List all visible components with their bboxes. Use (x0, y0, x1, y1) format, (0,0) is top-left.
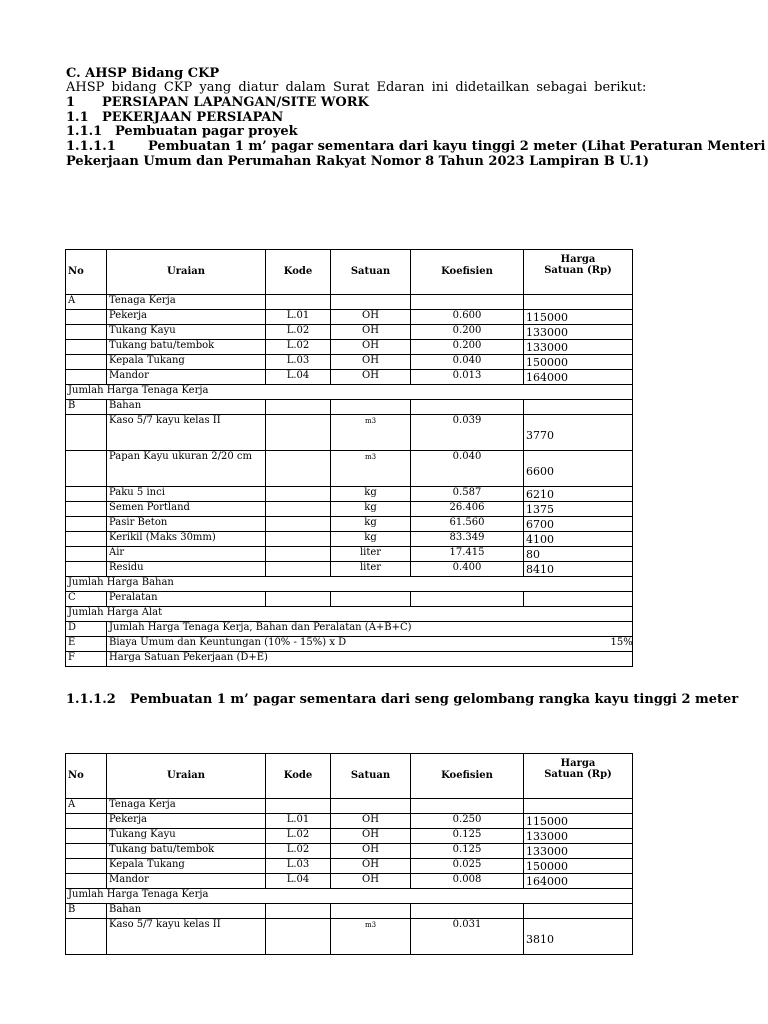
ahsp-table-2 (65, 753, 633, 955)
item-price: 3810 (524, 919, 633, 955)
item-price: 6700 (524, 517, 633, 532)
item-name: Kerikil (Maks 30mm) (107, 532, 266, 547)
sum-label: Jumlah Harga Bahan (66, 577, 633, 592)
item-price: 133000 (524, 340, 633, 355)
item-coefficient: 0.031 (411, 919, 524, 955)
group-row-a (66, 799, 633, 814)
item-code: L.02 (266, 829, 331, 844)
item-coefficient: 0.025 (411, 859, 524, 874)
item-unit: liter (331, 562, 411, 577)
item-unit: OH (331, 340, 411, 355)
sum-row-labor (66, 385, 633, 400)
col-kode-header: Kode (266, 250, 331, 295)
heading-2-text: PEKERJAAN PERSIAPAN (102, 110, 284, 125)
item-name: Kepala Tukang (107, 355, 266, 370)
item-name: Tukang batu/tembok (107, 844, 266, 859)
heading-3 (66, 124, 632, 140)
group-label: Tenaga Kerja (107, 295, 266, 310)
row-no (66, 814, 107, 829)
heading-1-text: PERSIAPAN LAPANGAN/SITE WORK (102, 95, 369, 110)
row-no (66, 370, 107, 385)
item-name: Mandor (107, 874, 266, 889)
item-unit: kg (331, 517, 411, 532)
row-no (66, 415, 107, 451)
sum-row-labor (66, 889, 633, 904)
sum-label: Jumlah Harga Tenaga Kerja (66, 889, 633, 904)
col-no-header: No (66, 754, 107, 799)
labor-row (66, 874, 633, 889)
item-coefficient: 0.039 (411, 415, 524, 451)
row-e-value: 15% (610, 637, 633, 648)
heading-3-text: Pembuatan pagar proyek (115, 124, 298, 139)
item-unit: OH (331, 370, 411, 385)
item-price: 115000 (524, 814, 633, 829)
heading-1 (66, 95, 632, 111)
item-code: L.01 (266, 310, 331, 325)
item-coefficient: 0.587 (411, 487, 524, 502)
group-code: A (66, 799, 107, 814)
row-no (66, 532, 107, 547)
item-name: Kepala Tukang (107, 859, 266, 874)
sum-row-material (66, 577, 633, 592)
group-code: D (66, 622, 107, 637)
item-coefficient: 0.200 (411, 325, 524, 340)
item-coefficient: 61.560 (411, 517, 524, 532)
row-no (66, 340, 107, 355)
item-unit: m3 (331, 451, 411, 487)
item-coefficient: 0.125 (411, 829, 524, 844)
group-label: Bahan (107, 400, 266, 415)
group-code: F (66, 652, 107, 667)
item-unit: OH (331, 844, 411, 859)
sum-label: Jumlah Harga Alat (66, 607, 633, 622)
item-price: 6210 (524, 487, 633, 502)
item-unit: OH (331, 814, 411, 829)
table-header-row (66, 250, 633, 295)
harga-header-line-1: Harga (560, 254, 596, 265)
section-2-number: 1.1.1.2 (66, 692, 116, 707)
item-name: Kaso 5/7 kayu kelas II (107, 919, 266, 955)
item-coefficient: 0.600 (411, 310, 524, 325)
item-unit: OH (331, 829, 411, 844)
item-price: 133000 (524, 325, 633, 340)
item-code: L.03 (266, 859, 331, 874)
row-d (66, 622, 633, 637)
harga-header-line-2: Satuan (Rp) (544, 769, 612, 780)
heading-2-number: 1.1 (66, 110, 89, 125)
item-name: Pekerja (107, 814, 266, 829)
item-name: Tukang Kayu (107, 325, 266, 340)
heading-4-text: Pembuatan 1 m’ pagar sementara dari kayu tinggi 2 meter (Lihat Peraturan Menteri (148, 139, 766, 154)
col-uraian-header: Uraian (107, 250, 266, 295)
heading-3-number: 1.1.1 (66, 124, 103, 139)
item-name: Mandor (107, 370, 266, 385)
item-unit: OH (331, 874, 411, 889)
intro-text: AHSP bidang CKP yang diatur dalam Surat Edaran ini didetailkan sebagai berikut: (66, 80, 647, 95)
item-code (266, 502, 331, 517)
group-code: A (66, 295, 107, 310)
heading-1-number: 1 (66, 95, 76, 110)
item-code (266, 532, 331, 547)
group-row-b (66, 400, 633, 415)
material-row (66, 532, 633, 547)
item-unit: kg (331, 532, 411, 547)
table-header-row (66, 754, 633, 799)
item-unit: m3 (331, 919, 411, 955)
material-row (66, 547, 633, 562)
labor-row (66, 340, 633, 355)
section-title: C. AHSP Bidang CKP (66, 66, 220, 81)
col-harga-header (524, 250, 633, 295)
labor-row (66, 844, 633, 859)
labor-row (66, 325, 633, 340)
material-row (66, 502, 633, 517)
item-code (266, 547, 331, 562)
col-satuan-header: Satuan (331, 250, 411, 295)
row-no (66, 859, 107, 874)
item-price: 1375 (524, 502, 633, 517)
item-price: 115000 (524, 310, 633, 325)
col-koefisien-header: Koefisien (411, 754, 524, 799)
item-unit: kg (331, 502, 411, 517)
item-code (266, 919, 331, 955)
row-f (66, 652, 633, 667)
item-price: 80 (524, 547, 633, 562)
harga-header-line-1: Harga (560, 758, 596, 769)
item-name: Paku 5 inci (107, 487, 266, 502)
row-no (66, 325, 107, 340)
row-no (66, 919, 107, 955)
item-price: 164000 (524, 370, 633, 385)
material-row (66, 919, 633, 955)
group-code: C (66, 592, 107, 607)
row-e (66, 637, 633, 652)
item-code: L.01 (266, 814, 331, 829)
item-code (266, 517, 331, 532)
item-coefficient: 0.013 (411, 370, 524, 385)
row-no (66, 829, 107, 844)
item-price: 6600 (524, 451, 633, 487)
item-name: Residu (107, 562, 266, 577)
group-label: Peralatan (107, 592, 266, 607)
sum-label: Jumlah Harga Tenaga Kerja (66, 385, 633, 400)
col-koefisien-header: Koefisien (411, 250, 524, 295)
item-coefficient: 0.008 (411, 874, 524, 889)
row-no (66, 844, 107, 859)
sum-row-tools (66, 607, 633, 622)
group-row-c (66, 592, 633, 607)
row-no (66, 502, 107, 517)
item-price: 133000 (524, 844, 633, 859)
item-coefficient: 0.200 (411, 340, 524, 355)
material-row (66, 487, 633, 502)
harga-header-line-2: Satuan (Rp) (544, 265, 612, 276)
group-label: Tenaga Kerja (107, 799, 266, 814)
item-coefficient: 0.125 (411, 844, 524, 859)
item-code: L.02 (266, 325, 331, 340)
heading-4-number: 1.1.1.1 (66, 139, 116, 154)
item-code: L.04 (266, 370, 331, 385)
row-no (66, 517, 107, 532)
labor-row (66, 355, 633, 370)
item-unit: OH (331, 859, 411, 874)
col-no-header: No (66, 250, 107, 295)
col-harga-header (524, 754, 633, 799)
item-code (266, 562, 331, 577)
item-unit: liter (331, 547, 411, 562)
item-coefficient: 0.250 (411, 814, 524, 829)
labor-row (66, 859, 633, 874)
group-row-a (66, 295, 633, 310)
item-unit: m3 (331, 415, 411, 451)
labor-row (66, 310, 633, 325)
row-no (66, 547, 107, 562)
group-row-b (66, 904, 633, 919)
group-code: B (66, 904, 107, 919)
row-f-label: Harga Satuan Pekerjaan (D+E) (107, 652, 633, 667)
section-2-heading (66, 692, 739, 708)
item-price: 8410 (524, 562, 633, 577)
item-unit: OH (331, 355, 411, 370)
row-no (66, 874, 107, 889)
row-no (66, 310, 107, 325)
item-name: Pasir Beton (107, 517, 266, 532)
item-code: L.04 (266, 874, 331, 889)
row-e-cell (107, 637, 633, 652)
row-no (66, 355, 107, 370)
row-d-label: Jumlah Harga Tenaga Kerja, Bahan dan Peralatan (A+B+C) (107, 622, 633, 637)
item-price: 150000 (524, 859, 633, 874)
item-code (266, 451, 331, 487)
item-coefficient: 17.415 (411, 547, 524, 562)
item-name: Pekerja (107, 310, 266, 325)
item-name: Semen Portland (107, 502, 266, 517)
row-no (66, 487, 107, 502)
material-row (66, 517, 633, 532)
row-e-label: Biaya Umum dan Keuntungan (10% - 15%) x D (109, 637, 347, 648)
item-code (266, 487, 331, 502)
item-code: L.02 (266, 844, 331, 859)
material-row (66, 451, 633, 487)
group-label: Bahan (107, 904, 266, 919)
item-coefficient: 0.040 (411, 355, 524, 370)
item-coefficient: 26.406 (411, 502, 524, 517)
labor-row (66, 814, 633, 829)
material-row (66, 415, 633, 451)
heading-4-continuation: Pekerjaan Umum dan Perumahan Rakyat Nomor 8 Tahun 2023 Lampiran B U.1) (66, 154, 650, 169)
item-coefficient: 83.349 (411, 532, 524, 547)
item-price: 133000 (524, 829, 633, 844)
item-name: Kaso 5/7 kayu kelas II (107, 415, 266, 451)
item-name: Air (107, 547, 266, 562)
group-code: B (66, 400, 107, 415)
item-price: 164000 (524, 874, 633, 889)
item-name: Tukang batu/tembok (107, 340, 266, 355)
item-coefficient: 0.400 (411, 562, 524, 577)
item-price: 4100 (524, 532, 633, 547)
item-unit: kg (331, 487, 411, 502)
item-unit: OH (331, 325, 411, 340)
group-code: E (66, 637, 107, 652)
item-price: 150000 (524, 355, 633, 370)
ahsp-table-1 (65, 249, 633, 667)
item-unit: OH (331, 310, 411, 325)
heading-4 (66, 139, 766, 155)
row-no (66, 562, 107, 577)
item-code: L.03 (266, 355, 331, 370)
item-code (266, 415, 331, 451)
col-satuan-header: Satuan (331, 754, 411, 799)
item-name: Tukang Kayu (107, 829, 266, 844)
col-kode-header: Kode (266, 754, 331, 799)
item-name: Papan Kayu ukuran 2/20 cm (107, 451, 266, 487)
material-row (66, 562, 633, 577)
section-2-text: Pembuatan 1 m’ pagar sementara dari seng gelombang rangka kayu tinggi 2 meter (130, 692, 739, 707)
labor-row (66, 370, 633, 385)
row-no (66, 451, 107, 487)
item-coefficient: 0.040 (411, 451, 524, 487)
item-code: L.02 (266, 340, 331, 355)
labor-row (66, 829, 633, 844)
item-price: 3770 (524, 415, 633, 451)
col-uraian-header: Uraian (107, 754, 266, 799)
